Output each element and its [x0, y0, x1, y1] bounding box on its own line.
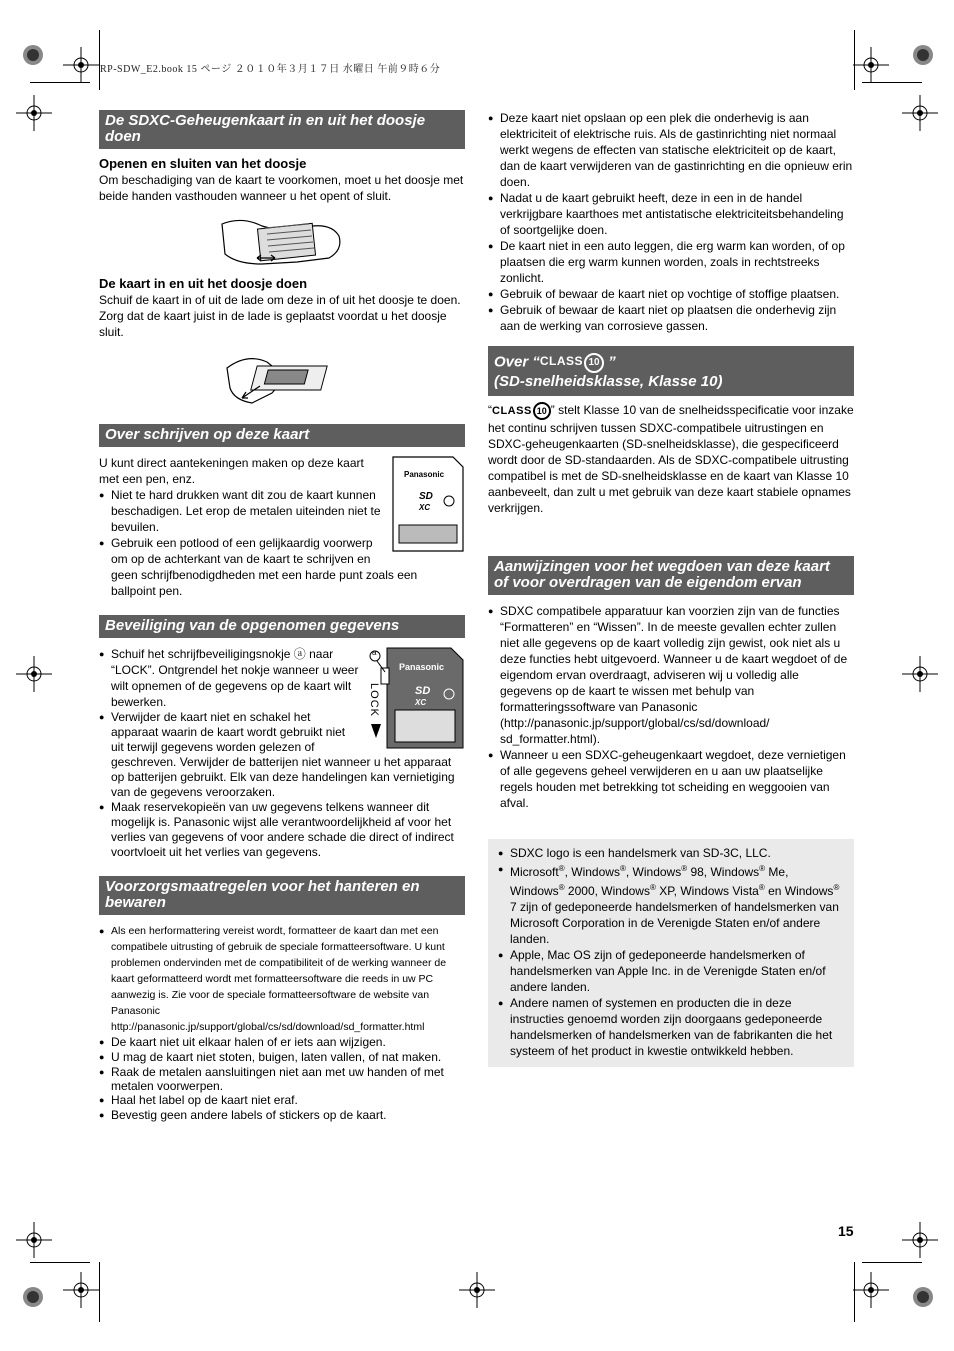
section-title-protection: Beveiliging van de opgenomen gegevens: [99, 615, 465, 638]
paragraph-open-close: Om beschadiging van de kaart te voorkomen, moet u het doosje met beide handen vasthouden wanneer u het opent of sluit.: [99, 173, 464, 203]
color-target-icon: [912, 38, 934, 72]
svg-text:XC: XC: [419, 503, 431, 512]
trademarks-box: [488, 839, 854, 1067]
paragraph-writing-intro: U kunt direct aantekeningen maken op deze kaart met een pen, enz.: [99, 456, 364, 486]
lock-tab-label: a: [372, 648, 377, 657]
crop-line: [854, 1262, 855, 1322]
lock-label: LOCK: [367, 683, 380, 717]
list-item: ● Wanneer u een SDXC-geheugenkaart wegdoet, deze vernietigen of alle gegevens geheel verwijderen en u aan uw plaatselijke regels houden met betrekking tot scheiding en weggooien van afval.: [488, 747, 854, 811]
crop-line: [30, 1262, 90, 1263]
color-target-icon: [22, 38, 44, 72]
registration-mark-icon: [902, 656, 938, 692]
print-header: RP-SDW_E2.book 15 ページ ２０１０年３月１７日 水曜日 午前９時６分: [100, 64, 441, 75]
list-item: ● De kaart niet uit elkaar halen of er iets aan wijzigen.: [99, 1035, 465, 1050]
color-target-icon: [22, 1280, 44, 1314]
card-tray-illustration: [222, 348, 342, 408]
registration-mark-icon: [63, 1272, 99, 1308]
svg-text:XC: XC: [415, 698, 427, 707]
svg-text:SD: SD: [419, 491, 433, 502]
list-item: ● Schuif het schrijfbeveiligingsnokje ⓐ naar “LOCK”. Ontgrendel het nokje wanneer u weer wilt opnemen of de gegevens op de kaart wilt bewerken.: [99, 646, 465, 710]
registration-mark-icon: [853, 47, 889, 83]
list-item: ● U mag de kaart niet stoten, buigen, laten vallen, of nat maken.: [99, 1050, 465, 1065]
svg-text:SD: SD: [415, 685, 431, 697]
precautions-list: [99, 923, 465, 1123]
list-item: ● Gebruik of bewaar de kaart niet op plaatsen die onderhevig zijn aan de werking van corrosieve gassen.: [488, 302, 854, 334]
section-title-case: De SDXC-Geheugenkaart in en uit het doosje doen: [99, 110, 465, 149]
class10-logo-icon: CLASS 10: [540, 352, 604, 373]
list-item: ● De kaart niet in een auto leggen, die erg warm kan worden, of op plaatsen die erg warm kunnen worden, zoals in rechtstreeks zonlicht.: [488, 238, 854, 286]
list-item: ● Gebruik een potlood of een gelijkaardig voorwerp om op de achterkant van de kaart te schrijven en geen schrijfbenodigdheden met een harde punt zoals een ballpoint pen.: [99, 535, 465, 599]
crop-line: [862, 1262, 922, 1263]
left-column: [99, 110, 465, 1123]
list-item: ● Deze kaart niet opslaan op een plek die onderhevig is aan elektriciteit of elektrische ruis. Als de gastinrichting niet normaal werkt wegens de effecten van statische elektriciteit op de kaart, dan de kaart verwijderen van de gastinrichting en die opnieuw erin doen.: [488, 110, 854, 190]
list-item: ● SDXC logo is een handelsmerk van SD-3C, LLC.: [498, 845, 844, 861]
registration-mark-icon: [853, 1272, 889, 1308]
registration-mark-icon: [16, 1222, 52, 1258]
class10-title-suffix: ”: [604, 353, 616, 371]
crop-line: [30, 82, 90, 83]
registration-mark-icon: [63, 47, 99, 83]
crop-line: [862, 82, 922, 83]
page-number: 15: [838, 1223, 854, 1239]
list-item: ● Als een herformattering vereist wordt, formatteer de kaart dan met een compatibele uitrusting of gebruik de speciale formatteersoftware. U kunt problemen ondervinden met de compatibiliteit of de werking wanneer de kaart geformatteerd wordt met formatteersoftware die reeds in uw PC aanwezig is. Zie voor de speciale formatteersoftware de website van Panasonic http://panasonic.jp/support/global/cs/sd/download/sd_formatter.html: [99, 923, 465, 1035]
card-brand-label: Panasonic: [399, 662, 445, 672]
section-title-writing: Over schrijven op deze kaart: [99, 424, 465, 447]
registration-mark-icon: [16, 95, 52, 131]
crop-line: [854, 30, 855, 90]
right-column: [488, 110, 854, 1067]
registration-mark-icon: [459, 1272, 495, 1308]
list-item: ● Niet te hard drukken want dit zou de kaart kunnen beschadigen. Let erop de metalen uiteinden niet te bevuilen.: [99, 487, 465, 535]
section-title-precautions: Voorzorgsmaatregelen voor het hanteren en bewaren: [99, 876, 465, 915]
disposal-list: [488, 603, 854, 811]
list-item: ● Raak de metalen aansluitingen niet aan met uw handen of met metalen voorwerpen.: [99, 1065, 465, 1093]
list-item: ● SDXC compatibele apparatuur kan voorzien zijn van de functies “Formatteren” en “Wissen”. In de meeste gevallen echter zullen niet alle gegevens op de kaart volledig zijn gewist, ook niet als u deze functies hebt uitgevoerd. Wanneer u de kaart wegdoet of de eigendom ervan overdraagt, adviseren wij u volledig alle gegevens op de kaart te wissen met behulp van formatteringssoftware van Panasonic (http://panasonic.jp/support/global/cs/sd/download/ sd_formatter.html).: [488, 603, 854, 747]
section-title-disposal: Aanwijzingen voor het wegdoen van deze kaart of voor overdragen van de eigendom ervan: [488, 556, 854, 595]
list-item: ● Bevestig geen andere labels of stickers op de kaart.: [99, 1108, 465, 1123]
subheading-card-in-out: De kaart in en uit het doosje doen: [99, 276, 308, 291]
paragraph-class10: “CLASS 10 ” stelt Klasse 10 van de snelheidsspecificatie voor inzake het continu schrijven tussen SDXC-compatibele uitrustingen en SDXC-geheugenkaarten (SD-snelheidsklasse), die gespecificeerd wordt door de SD-standaarden. Als de SDXC-compatibele uitrusting compatibel is met de SD-snelheidsklasse en de kaart van Klasse 10 aanbeveelt, dan zult u met gebruik van deze kaart stabiele opnames verkrijgen.: [488, 403, 854, 515]
class10-title-prefix: Over “: [494, 353, 540, 371]
list-item: ● Microsoft®, Windows®, Windows® 98, Windows® Me, Windows® 2000, Windows® XP, Windows Vista® en Windows® 7 zijn of gedeponeerde handelsmerken of handelsmerken van Microsoft Corporation in de Verenigde Staten en/of andere landen.: [498, 861, 844, 947]
list-item: ● Andere namen of systemen en producten die in deze instructies genoemd worden zijn doorgaans gedeponeerde handelsmerken of handelsmerken van de fabrikanten die het systeem of het product in kwestie ontwikkeld hebben.: [498, 995, 844, 1059]
list-item: ● Apple, Mac OS zijn of gedeponeerde handelsmerken of handelsmerken van Apple Inc. in de Verenigde Staten en/of andere landen.: [498, 947, 844, 995]
paragraph-card-in-out: Schuif de kaart in of uit de lade om deze in of uit het doosje te doen. Zorg dat de kaart juist in de lade is geplaatst voordat u het doosje sluit.: [99, 293, 461, 339]
registration-mark-icon: [902, 95, 938, 131]
writing-list: [99, 487, 465, 599]
section-title-class10: [488, 346, 854, 396]
registration-mark-icon: [16, 656, 52, 692]
subheading-open-close: Openen en sluiten van het doosje: [99, 156, 307, 171]
hands-opening-case-illustration: [217, 214, 347, 270]
class10-title-line2: (SD-snelheidsklasse, Klasse 10): [494, 373, 723, 390]
list-item: ● Verwijder de kaart niet en schakel het apparaat waarin de kaart wordt gebruikt niet uit terwijl gegevens worden gelezen of geschreven. Verwijder de batterijen niet wanneer u het apparaat op batterijen gebruikt. Elk van deze handelingen kan vernietiging van de gegevens veroorzaken.: [99, 710, 465, 800]
crop-line: [99, 1262, 100, 1322]
list-item: ● Nadat u de kaart gebruikt heeft, deze in een in de handel verkrijgbare kaarthoes met antistatische elektriciteitsbehandeling of soortgelijke doen.: [488, 190, 854, 238]
storage-list: [488, 110, 854, 334]
list-item: ● Maak reservekopieën van uw gegevens telkens wanneer dit mogelijk is. Panasonic wijst alle verantwoordelijkheid af voor het verlies van gegevens of voor andere schade die direct of indirect voortvloeit uit het verlies van gegevens.: [99, 800, 465, 860]
list-item: ● Gebruik of bewaar de kaart niet op vochtige of stoffige plaatsen.: [488, 286, 854, 302]
class10-logo-icon: CLASS 10: [492, 402, 551, 420]
registration-mark-icon: [902, 1222, 938, 1258]
card-brand-label: Panasonic: [404, 470, 445, 479]
list-item: ● Haal het label op de kaart niet eraf.: [99, 1093, 465, 1108]
color-target-icon: [912, 1280, 934, 1314]
trademarks-list: [498, 845, 844, 1059]
protection-list: [99, 646, 465, 860]
